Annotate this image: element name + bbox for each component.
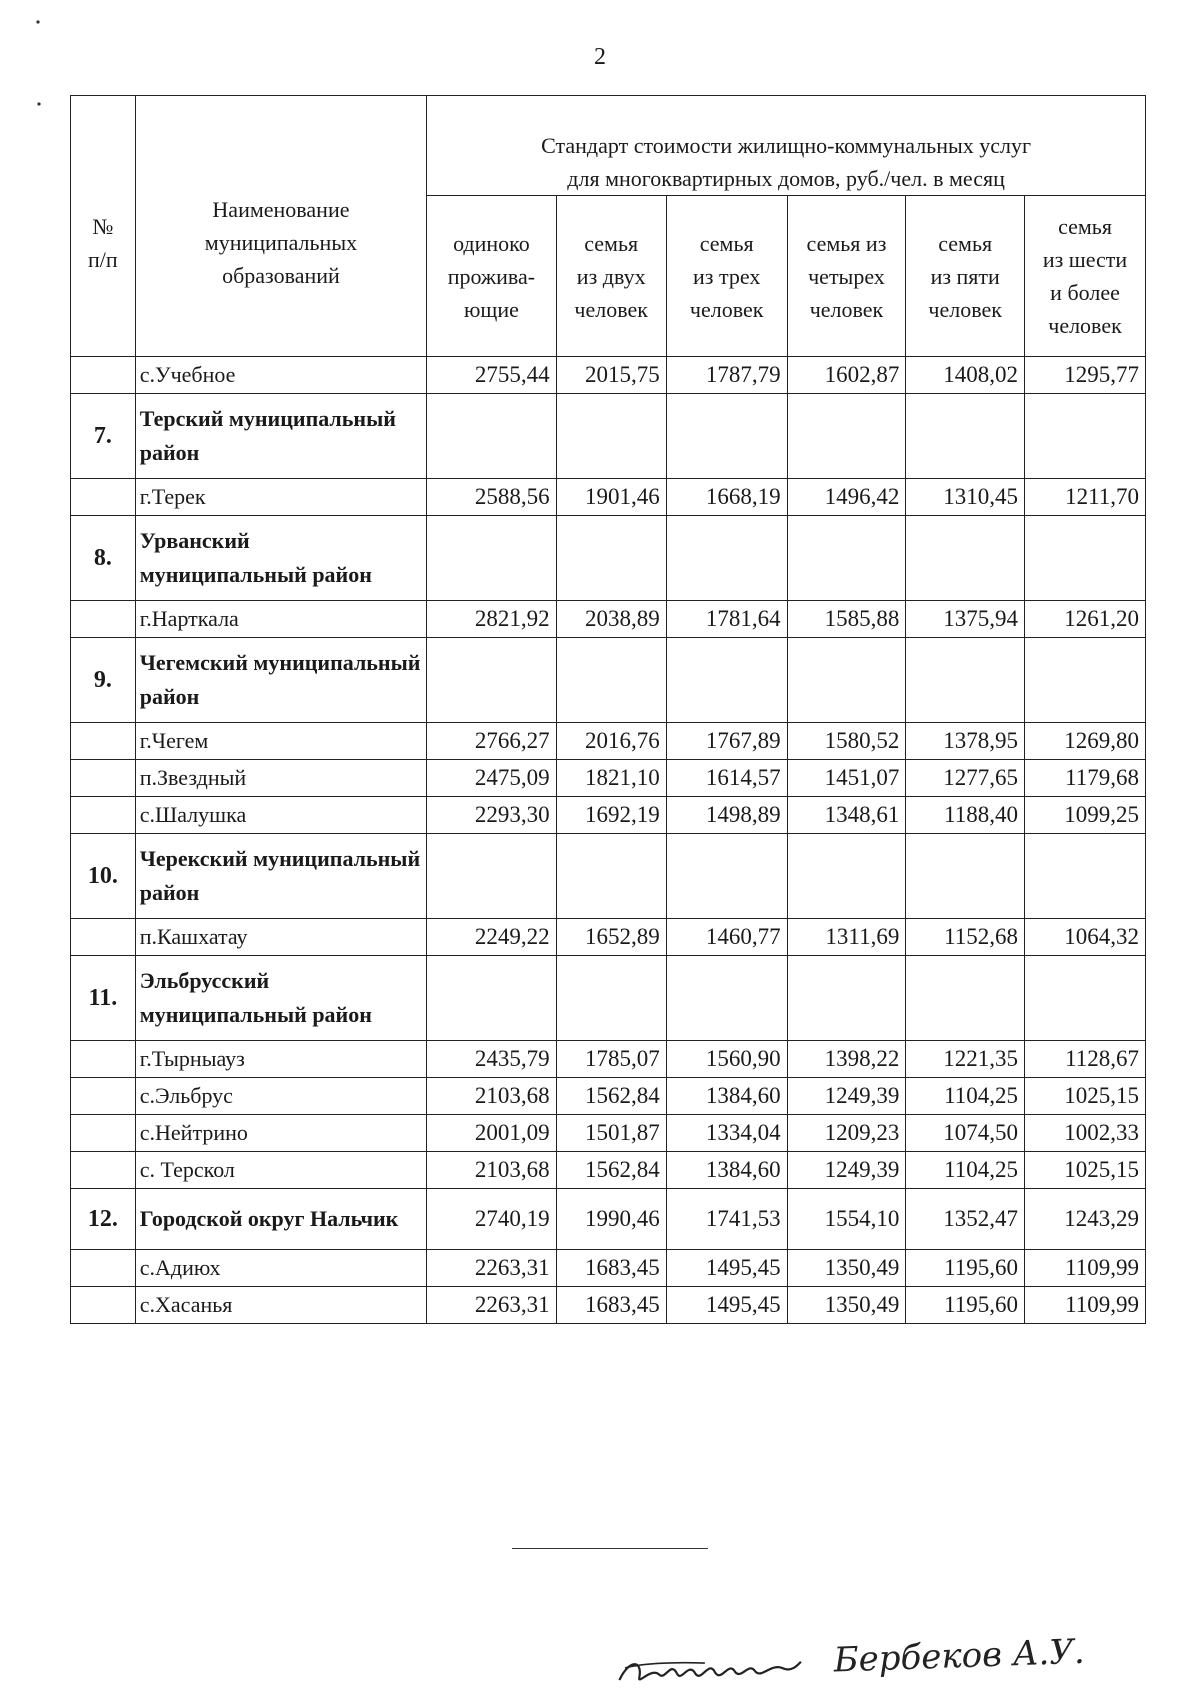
- cost-cell: 1741,53: [666, 1189, 787, 1250]
- header-col-single: одиноко прожива- ющие: [427, 196, 557, 357]
- cost-cell: 1378,95: [906, 723, 1025, 760]
- cost-cell: 1460,77: [666, 919, 787, 956]
- cost-cell: 1501,87: [556, 1115, 666, 1152]
- cost-cell: [666, 834, 787, 919]
- cost-cell: 1109,99: [1025, 1287, 1146, 1324]
- table-row: [71, 1152, 1146, 1189]
- cost-cell: [906, 638, 1025, 723]
- row-index: [71, 1041, 136, 1078]
- cost-cell: 1352,47: [906, 1189, 1025, 1250]
- cost-cell: 1562,84: [556, 1078, 666, 1115]
- cost-cell: 1821,10: [556, 760, 666, 797]
- cost-cell: [906, 394, 1025, 479]
- district-row: [71, 516, 1146, 601]
- cost-cell: 1562,84: [556, 1152, 666, 1189]
- cost-cell: 2103,68: [427, 1152, 557, 1189]
- cost-cell: 2588,56: [427, 479, 557, 516]
- row-name: Чегемский муниципальный район: [135, 638, 426, 723]
- cost-cell: 2435,79: [427, 1041, 557, 1078]
- cost-cell: [787, 516, 906, 601]
- cost-cell: 2821,92: [427, 601, 557, 638]
- cost-cell: 2740,19: [427, 1189, 557, 1250]
- signature: [614, 1632, 1085, 1696]
- cost-cell: 2038,89: [556, 601, 666, 638]
- header-col-family-2: семья из двух человек: [556, 196, 666, 357]
- cost-cell: 1243,29: [1025, 1189, 1146, 1250]
- row-name: г.Нарткала: [135, 601, 426, 638]
- cost-cell: 1269,80: [1025, 723, 1146, 760]
- row-name: с. Терскол: [135, 1152, 426, 1189]
- cost-cell: 1211,70: [1025, 479, 1146, 516]
- header-col-family-4: семья из четырех человек: [787, 196, 906, 357]
- district-row: [71, 394, 1146, 479]
- housing-cost-standards-table: [70, 95, 1146, 1324]
- cost-cell: 1554,10: [787, 1189, 906, 1250]
- cost-cell: 1195,60: [906, 1287, 1025, 1324]
- cost-cell: 1348,61: [787, 797, 906, 834]
- row-index: [71, 357, 136, 394]
- cost-cell: 1384,60: [666, 1078, 787, 1115]
- cost-cell: 1104,25: [906, 1078, 1025, 1115]
- cost-cell: 1495,45: [666, 1250, 787, 1287]
- row-index: [71, 760, 136, 797]
- cost-cell: 1990,46: [556, 1189, 666, 1250]
- row-name: г.Терек: [135, 479, 426, 516]
- cost-cell: [1025, 638, 1146, 723]
- row-name: г.Чегем: [135, 723, 426, 760]
- cost-cell: 1128,67: [1025, 1041, 1146, 1078]
- cost-cell: [787, 956, 906, 1041]
- cost-cell: [427, 956, 557, 1041]
- header-index: [71, 96, 136, 357]
- cost-cell: 1398,22: [787, 1041, 906, 1078]
- cost-cell: [1025, 394, 1146, 479]
- cost-cell: 1496,42: [787, 479, 906, 516]
- cost-cell: [427, 394, 557, 479]
- cost-cell: 1074,50: [906, 1115, 1025, 1152]
- cost-cell: 1334,04: [666, 1115, 787, 1152]
- cost-cell: 1781,64: [666, 601, 787, 638]
- table-row: [71, 1189, 1146, 1250]
- row-index: 12.: [71, 1189, 136, 1250]
- header-group: [427, 96, 1146, 196]
- district-row: [71, 956, 1146, 1041]
- cost-cell: [787, 638, 906, 723]
- cost-cell: 1785,07: [556, 1041, 666, 1078]
- row-index: [71, 1152, 136, 1189]
- header-name: [135, 96, 426, 357]
- row-name: с.Адиюх: [135, 1250, 426, 1287]
- end-rule: [512, 1548, 708, 1549]
- cost-cell: 1104,25: [906, 1152, 1025, 1189]
- row-name: п.Кашхатау: [135, 919, 426, 956]
- page-number: 2: [594, 44, 606, 70]
- cost-cell: 1787,79: [666, 357, 787, 394]
- row-name: с.Хасанья: [135, 1287, 426, 1324]
- cost-cell: [1025, 516, 1146, 601]
- cost-cell: 1560,90: [666, 1041, 787, 1078]
- cost-cell: [427, 638, 557, 723]
- cost-cell: 1350,49: [787, 1250, 906, 1287]
- cost-cell: 1277,65: [906, 760, 1025, 797]
- cost-cell: 2293,30: [427, 797, 557, 834]
- cost-cell: 1310,45: [906, 479, 1025, 516]
- standards-table-container: [70, 95, 1146, 1324]
- row-name: Эльбрусский муниципальный район: [135, 956, 426, 1041]
- row-name: п.Звездный: [135, 760, 426, 797]
- table-row: [71, 601, 1146, 638]
- cost-cell: [666, 394, 787, 479]
- row-name: с.Эльбрус: [135, 1078, 426, 1115]
- cost-cell: 2249,22: [427, 919, 557, 956]
- row-index: 7.: [71, 394, 136, 479]
- table-row: [71, 1115, 1146, 1152]
- signature-name: Бербеков А.У.: [832, 1631, 1086, 1681]
- row-name: Урванский муниципальный район: [135, 516, 426, 601]
- cost-cell: 2263,31: [427, 1287, 557, 1324]
- cost-cell: 1064,32: [1025, 919, 1146, 956]
- row-index: 9.: [71, 638, 136, 723]
- table-row: [71, 760, 1146, 797]
- cost-cell: 1025,15: [1025, 1152, 1146, 1189]
- row-index: [71, 919, 136, 956]
- row-name: с.Нейтрино: [135, 1115, 426, 1152]
- cost-cell: 1683,45: [556, 1250, 666, 1287]
- table-row: [71, 1041, 1146, 1078]
- cost-cell: [1025, 834, 1146, 919]
- row-index: [71, 723, 136, 760]
- cost-cell: [787, 834, 906, 919]
- row-index: [71, 797, 136, 834]
- cost-cell: 2263,31: [427, 1250, 557, 1287]
- cost-cell: 2015,75: [556, 357, 666, 394]
- cost-cell: 2016,76: [556, 723, 666, 760]
- cost-cell: 1311,69: [787, 919, 906, 956]
- cost-cell: 1614,57: [666, 760, 787, 797]
- header-name-label: Наименование муниципальных образований: [204, 197, 358, 288]
- cost-cell: 1585,88: [787, 601, 906, 638]
- row-name: Черекский муниципальный район: [135, 834, 426, 919]
- header-col-family-5: семья из пяти человек: [906, 196, 1025, 357]
- cost-cell: 1002,33: [1025, 1115, 1146, 1152]
- cost-cell: 1249,39: [787, 1078, 906, 1115]
- cost-cell: 1249,39: [787, 1152, 906, 1189]
- cost-cell: 1408,02: [906, 357, 1025, 394]
- row-index: [71, 1250, 136, 1287]
- cost-cell: [666, 516, 787, 601]
- district-row: [71, 638, 1146, 723]
- cost-cell: 2475,09: [427, 760, 557, 797]
- table-body: [71, 357, 1146, 1324]
- header-col-family-6: семья из шести и более человек: [1025, 196, 1146, 357]
- row-index: 11.: [71, 956, 136, 1041]
- cost-cell: [556, 394, 666, 479]
- cost-cell: [556, 516, 666, 601]
- cost-cell: 1025,15: [1025, 1078, 1146, 1115]
- cost-cell: [556, 834, 666, 919]
- row-name: с.Шалушка: [135, 797, 426, 834]
- cost-cell: [666, 638, 787, 723]
- cost-cell: 1195,60: [906, 1250, 1025, 1287]
- cost-cell: [1025, 956, 1146, 1041]
- row-name: Городской округ Нальчик: [135, 1189, 426, 1250]
- cost-cell: 1384,60: [666, 1152, 787, 1189]
- cost-cell: 1692,19: [556, 797, 666, 834]
- cost-cell: 1295,77: [1025, 357, 1146, 394]
- cost-cell: 1099,25: [1025, 797, 1146, 834]
- table-row: [71, 1250, 1146, 1287]
- table-row: [71, 723, 1146, 760]
- row-name: с.Учебное: [135, 357, 426, 394]
- cost-cell: [427, 834, 557, 919]
- cost-cell: 1350,49: [787, 1287, 906, 1324]
- row-name: г.Тырныауз: [135, 1041, 426, 1078]
- cost-cell: 1498,89: [666, 797, 787, 834]
- row-index: [71, 601, 136, 638]
- cost-cell: 1375,94: [906, 601, 1025, 638]
- row-index: [71, 1078, 136, 1115]
- table-row: [71, 1287, 1146, 1324]
- cost-cell: 1179,68: [1025, 760, 1146, 797]
- table-row: [71, 797, 1146, 834]
- table-row: [71, 479, 1146, 516]
- cost-cell: 1580,52: [787, 723, 906, 760]
- cost-cell: 1683,45: [556, 1287, 666, 1324]
- cost-cell: [427, 516, 557, 601]
- cost-cell: 2103,68: [427, 1078, 557, 1115]
- cost-cell: 1602,87: [787, 357, 906, 394]
- row-index: [71, 479, 136, 516]
- header-col-family-3: семья из трех человек: [666, 196, 787, 357]
- cost-cell: [666, 956, 787, 1041]
- cost-cell: [787, 394, 906, 479]
- cost-cell: [906, 834, 1025, 919]
- cost-cell: [556, 638, 666, 723]
- cost-cell: 2766,27: [427, 723, 557, 760]
- header-index-label: № п/п: [88, 213, 118, 272]
- cost-cell: 1901,46: [556, 479, 666, 516]
- cost-cell: 1652,89: [556, 919, 666, 956]
- row-name: Терский муниципальный район: [135, 394, 426, 479]
- cost-cell: 1221,35: [906, 1041, 1025, 1078]
- cost-cell: 1109,99: [1025, 1250, 1146, 1287]
- cost-cell: 1495,45: [666, 1287, 787, 1324]
- cost-cell: 1261,20: [1025, 601, 1146, 638]
- table-row: [71, 919, 1146, 956]
- district-row: [71, 834, 1146, 919]
- cost-cell: 1451,07: [787, 760, 906, 797]
- table-row: [71, 357, 1146, 394]
- table-row: [71, 1078, 1146, 1115]
- cost-cell: 1767,89: [666, 723, 787, 760]
- cost-cell: 2001,09: [427, 1115, 557, 1152]
- row-index: [71, 1115, 136, 1152]
- row-index: [71, 1287, 136, 1324]
- cost-cell: 2755,44: [427, 357, 557, 394]
- header-group-label: Стандарт стоимости жилищно-коммунальных услуг для многоквартирных домов, руб./чел. в месяц: [541, 133, 1032, 191]
- cost-cell: [906, 516, 1025, 601]
- cost-cell: 1188,40: [906, 797, 1025, 834]
- cost-cell: 1209,23: [787, 1115, 906, 1152]
- table-header: [71, 96, 1146, 357]
- cost-cell: [906, 956, 1025, 1041]
- cost-cell: [556, 956, 666, 1041]
- cost-cell: 1668,19: [666, 479, 787, 516]
- signature-scribble-icon: [614, 1644, 805, 1691]
- row-index: 10.: [71, 834, 136, 919]
- cost-cell: 1152,68: [906, 919, 1025, 956]
- row-index: 8.: [71, 516, 136, 601]
